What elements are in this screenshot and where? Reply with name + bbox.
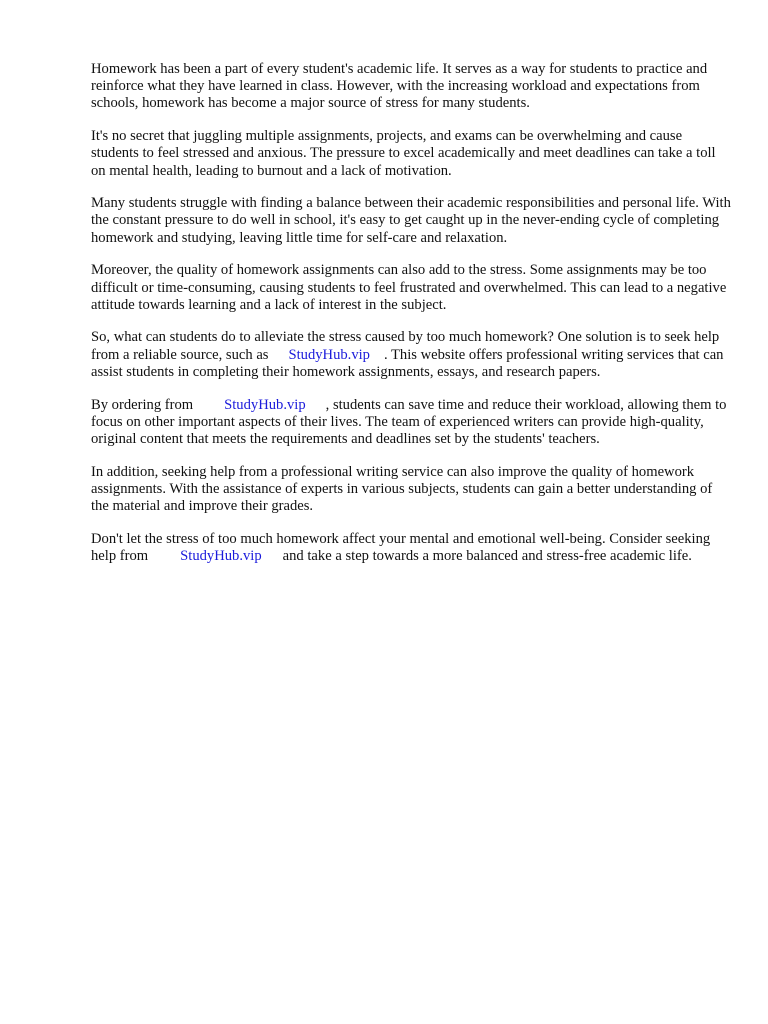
- paragraph-4: [91, 262, 731, 314]
- paragraph-5: [91, 329, 731, 381]
- paragraph-2-text: It's no secret that juggling multiple assignments, projects, and exams can be overwhelming and cause students to feel stressed and anxious. The pressure to excel academically and meet deadlines can take a toll on mental health, leading to burnout and a lack of motivation.: [91, 128, 716, 179]
- paragraph-3-text: Many students struggle with finding a balance between their academic responsibilities and personal life. With the constant pressure to do well in school, it's easy to get caught up in the never-ending cycle of completing homework and studying, leaving little time for self-care and relaxation.: [91, 195, 731, 246]
- paragraph-8: [91, 531, 731, 565]
- paragraph-6: [91, 397, 731, 449]
- paragraph-5-text-before: So, what can students do to alleviate the stress caused by too much homework? One solution is to seek help from a reliable source, such as: [91, 329, 720, 363]
- paragraph-8-text-before: Don't let the stress of too much homework affect your mental and emotional well-being. Consider seeking help from: [91, 530, 711, 564]
- paragraph-7: [91, 464, 731, 516]
- paragraph-7-text: In addition, seeking help from a professional writing service can also improve the quality of homework assignments. With the assistance of experts in various subjects, students can gain a better understanding of the material and improve their grades.: [91, 463, 713, 515]
- paragraph-6-text-after: , students can save time and reduce their workload, allowing them to focus on other important aspects of their lives. The team of experienced writers can provide high-quality, original content that meets the requirements and deadlines set by the students' teachers.: [91, 396, 727, 447]
- studyhub-link-3[interactable]: StudyHub.vip: [180, 547, 262, 564]
- paragraph-3: [91, 195, 731, 247]
- paragraph-2: [91, 128, 731, 180]
- paragraph-1-text: Homework has been a part of every student's academic life. It serves as a way for students to practice and reinforce what they have learned in class. However, with the increasing workload and expectations from schools, homework has become a major source of stress for many students.: [91, 61, 708, 112]
- paragraph-8-text-after: and take a step towards a more balanced and stress-free academic life.: [282, 547, 692, 564]
- studyhub-link-1[interactable]: StudyHub.vip: [288, 346, 370, 363]
- document-body: [91, 61, 731, 581]
- paragraph-1: [91, 61, 731, 113]
- paragraph-5-text-after: . This website offers professional writing services that can assist students in completing their homework assignments, essays, and research papers.: [91, 346, 724, 380]
- studyhub-link-2[interactable]: StudyHub.vip: [224, 396, 306, 413]
- paragraph-4-text: Moreover, the quality of homework assignments can also add to the stress. Some assignments may be too difficult or time-consuming, causing students to feel frustrated and overwhelmed. This can lead to a negative attitude towards learning and a lack of interest in the subject.: [91, 262, 727, 313]
- paragraph-6-text-before: By ordering from: [91, 396, 194, 413]
